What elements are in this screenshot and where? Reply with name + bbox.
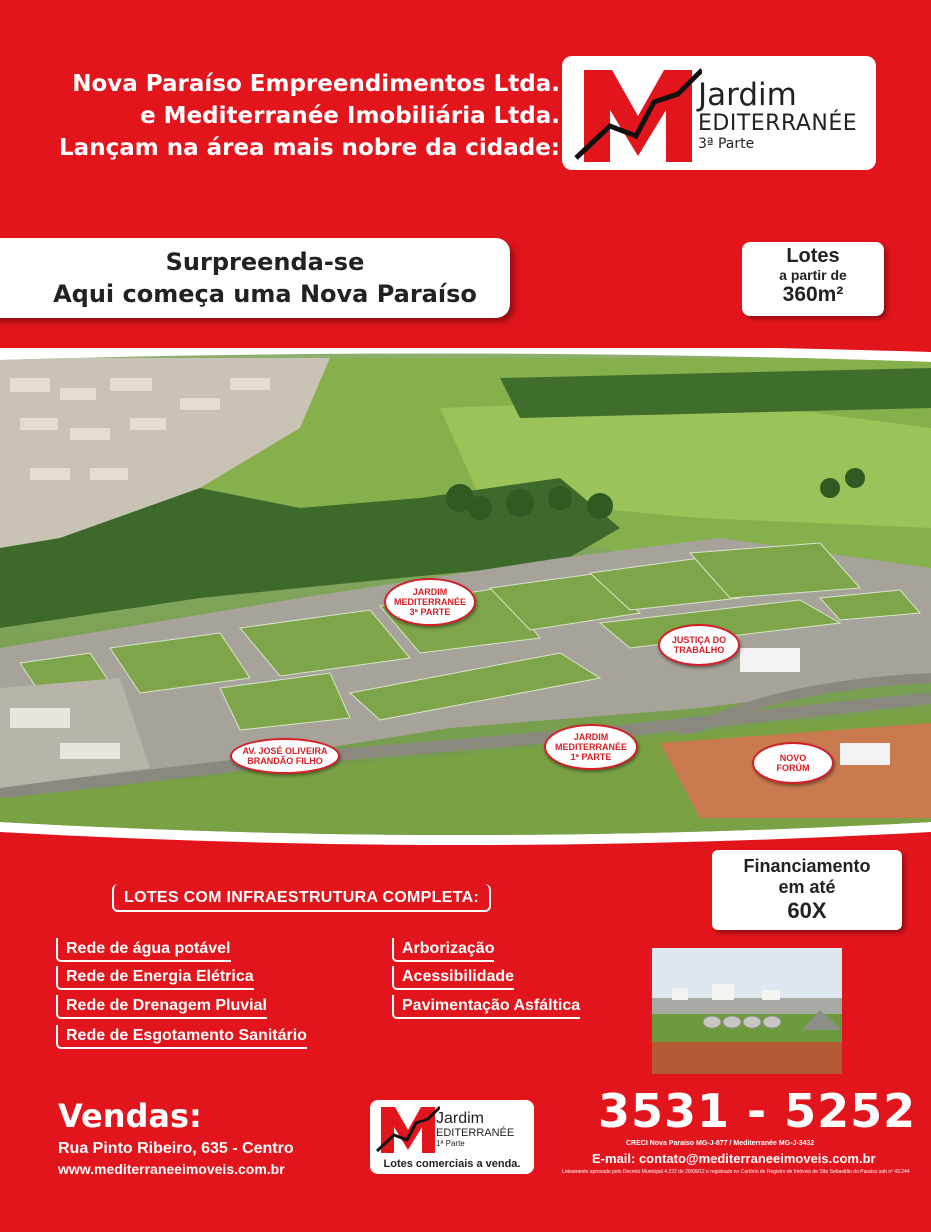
label-justica-do-trabalho: JUSTIÇA DO TRABALHO xyxy=(658,624,740,666)
phone-number[interactable]: 3531 - 5252 xyxy=(598,1084,917,1138)
jardim-mediterranee-logo xyxy=(562,56,876,170)
header-line-1: Nova Paraíso Empreendimentos Ltda. xyxy=(72,71,560,97)
feature-item: Rede de Esgotamento Sanitário xyxy=(56,1025,307,1049)
logo2-name: Jardim xyxy=(436,1110,485,1127)
label-jardim-3a-parte: JARDIM MEDITERRANÉE 3ª PARTE xyxy=(384,578,476,626)
sales-website[interactable]: www.mediterraneeimoveis.com.br xyxy=(58,1161,285,1177)
infrastructure-title: LOTES COM INFRAESTRUTURA COMPLETA: xyxy=(112,884,491,912)
feature-item: Pavimentação Asfáltica xyxy=(392,995,580,1019)
logo-brand: EDITERRANÉE xyxy=(698,111,858,136)
site-photo xyxy=(652,948,842,1074)
lotes-subtitle: a partir de xyxy=(779,267,847,283)
header-text xyxy=(40,68,560,164)
feature-item: Rede de água potável xyxy=(56,938,231,962)
feature-item: Acessibilidade xyxy=(392,966,514,990)
creci-info: CRECI Nova Paraíso MG-J-877 / Mediterranée MG-J-3432 xyxy=(626,1140,815,1147)
sales-address: Rua Pinto Ribeiro, 635 - Centro xyxy=(58,1140,294,1157)
financing-line-3: 60X xyxy=(787,898,827,923)
logo2-text xyxy=(436,1110,514,1148)
financing-line-1: Financiamento xyxy=(743,856,871,876)
slogan-line-2: Aqui começa uma Nova Paraíso xyxy=(53,280,477,308)
slogan-banner xyxy=(0,238,510,318)
m-logo-icon xyxy=(376,1104,440,1154)
logo2-brand: EDITERRANÉE xyxy=(436,1127,515,1139)
feature-item: Rede de Drenagem Pluvial xyxy=(56,995,267,1019)
slogan-line-1: Surpreenda-se xyxy=(165,248,365,276)
legal-notice: Loteamento aprovado pelo Decreto Municipal 4.222 de 20/09/12 e registrado no Cartório de Registro de Imóveis de São Sebastião do Paraíso sob nº 43.244 xyxy=(562,1169,910,1175)
header-line-3: Lançam na área mais nobre da cidade: xyxy=(59,135,560,161)
logo-text xyxy=(698,78,857,152)
lotes-badge xyxy=(742,242,884,316)
label-avenida: AV. JOSÉ OLIVEIRA BRANDÃO FILHO xyxy=(230,738,340,774)
lotes-value: 360m² xyxy=(782,283,844,306)
m-logo-icon xyxy=(574,64,702,164)
email-address[interactable]: E-mail: contato@mediterraneeimoveis.com.br xyxy=(592,1151,876,1166)
logo-phase: 3ª Parte xyxy=(698,136,755,152)
financing-line-2: em até xyxy=(778,877,836,897)
logo2-caption: Lotes comerciais a venda. xyxy=(383,1158,521,1170)
header-line-2: e Mediterranée Imobiliária Ltda. xyxy=(140,103,560,129)
logo2-phase: 1ª Parte xyxy=(436,1139,465,1148)
jardim-1a-parte-logo xyxy=(370,1100,534,1174)
financing-badge xyxy=(712,850,902,930)
label-jardim-1a-parte: JARDIM MEDITERRANÉE 1ª PARTE xyxy=(544,724,638,770)
sales-title: Vendas: xyxy=(58,1097,202,1135)
lotes-title: Lotes xyxy=(786,245,840,267)
feature-item: Rede de Energia Elétrica xyxy=(56,966,254,990)
label-novo-forum: NOVO FORÚM xyxy=(752,742,834,784)
logo-name: Jardim xyxy=(698,77,797,113)
feature-item: Arborização xyxy=(392,938,494,962)
